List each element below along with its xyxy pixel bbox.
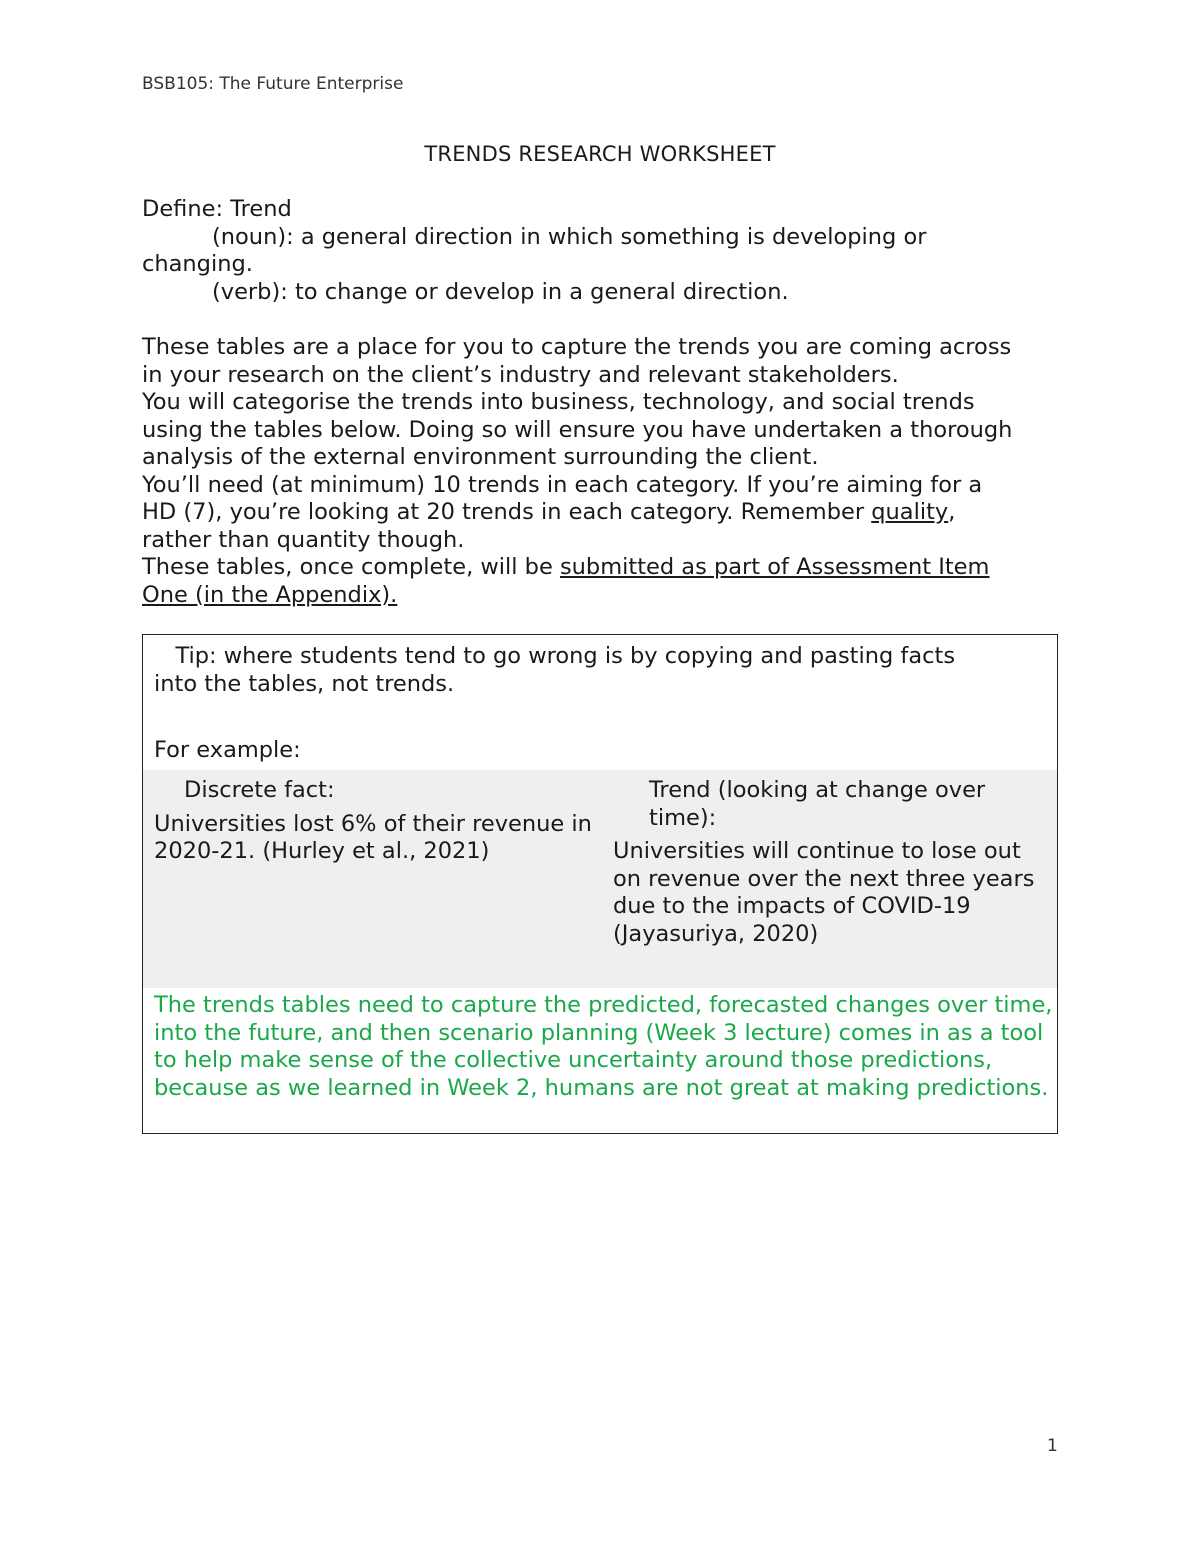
noun-definition: (noun): a general direction in which something is developing or: [212, 223, 927, 250]
quality-emphasis: quality: [871, 499, 949, 525]
intro-line: analysis of the external environment surrounding the client.: [142, 444, 819, 470]
trend-heading: Trend (looking at change over time):: [649, 777, 986, 831]
submission-note: submitted as part of Assessment Item: [559, 554, 990, 580]
fact-heading: Discrete fact:: [184, 777, 335, 803]
intro-line: using the tables below. Doing so will ensure you have undertaken a thorough: [142, 416, 1013, 443]
fact-text: Universities lost 6% of their revenue in 2020-21. (Hurley et al., 2021): [154, 810, 592, 864]
page-title: TRENDS RESEARCH WORKSHEET: [424, 142, 776, 166]
tip-text-cont: into the tables, not trends.: [154, 671, 455, 697]
verb-definition: (verb): to change or develop in a general direction.: [212, 278, 789, 305]
tip-box: [142, 634, 1058, 1134]
noun-definition-cont: changing.: [142, 251, 253, 277]
page-number: 1: [1047, 1436, 1058, 1456]
definition-section: [142, 196, 1082, 306]
fact-column: [154, 777, 604, 866]
tip-text: Tip: where students tend to go wrong is by copying and pasting facts: [154, 643, 956, 669]
intro-paragraph: [142, 334, 1082, 609]
define-label: Define: Trend: [142, 196, 292, 222]
example-label: For example:: [154, 737, 301, 763]
intro-line: rather than quantity though.: [142, 526, 465, 553]
intro-line: [142, 554, 1082, 582]
intro-text: ,: [948, 499, 956, 525]
intro-text: These tables, once complete, will be: [142, 554, 560, 580]
trend-text: Universities will continue to lose out on revenue over the next three years due to the impacts of COVID-19 (Jayasuriya, 2020): [613, 838, 1035, 947]
intro-line: [142, 499, 1082, 527]
intro-line: You will categorise the trends into business, technology, and social trends: [142, 389, 975, 415]
guidance-note: The trends tables need to capture the predicted, forecasted changes over time, into the future, and then scenario planning (Week 3 lecture) comes in as a tool to help make sense of the collective uncertainty around those predictions, because as we learned in Week 2, humans are not great at making predictions.: [154, 992, 1053, 1101]
trend-column: [613, 777, 1053, 948]
running-header: BSB105: The Future Enterprise: [142, 74, 404, 94]
intro-line: You’ll need (at minimum) 10 trends in each category. If you’re aiming for a: [142, 471, 983, 498]
intro-text: HD (7), you’re looking at 20 trends in each category. Remember: [142, 499, 872, 525]
intro-line: These tables are a place for you to capture the trends you are coming across: [142, 334, 1012, 360]
submission-note-cont: One (in the Appendix).: [142, 581, 398, 608]
intro-line: in your research on the client’s industry and relevant stakeholders.: [142, 361, 899, 388]
